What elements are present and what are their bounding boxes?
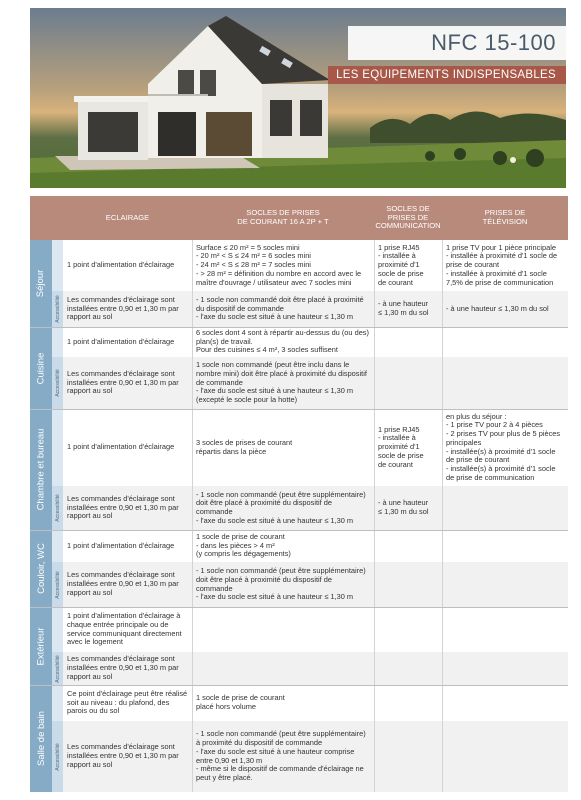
exterieur-access-communication (374, 652, 442, 685)
sdb-prises: 1 socle de prise de courant placé hors volume (192, 685, 374, 721)
section-main-marker (52, 607, 63, 652)
couloir-television (442, 530, 568, 562)
section-label-sejour: Séjour (30, 240, 52, 327)
couloir-access-eclairage: Les commandes d'éclairage sont installées entre 0,90 et 1,30 m par rapport au sol (63, 562, 192, 607)
chambre-access-communication: - à une hauteur ≤ 1,30 m du sol (374, 486, 442, 530)
header-corner-section (30, 196, 52, 240)
sdb-access-prises: - 1 socle non commandé (peut être supplémentaire) à proximité du dispositif de commande - l'axe du socle est situé à une hauteur comprise entre 0,90 et 1,30 m - même si le dispositif de commande d'éclairage ne peut y être placé. (192, 721, 374, 792)
column-divider (192, 240, 193, 792)
chambre-access-television (442, 486, 568, 530)
page-subtitle: LES EQUIPEMENTS INDISPENSABLES (336, 69, 556, 81)
couloir-communication (374, 530, 442, 562)
page-title: NFC 15-100 (431, 30, 556, 55)
column-divider (442, 240, 443, 792)
header-corner-sub (52, 196, 63, 240)
couloir-access-prises: - 1 socle non commandé (peut être supplémentaire) doit être placé à proximité du dispositif de commande - l'axe du socle est situé à une hauteur ≤ 1,30 m (192, 562, 374, 607)
sejour-access-communication: - à une hauteur ≤ 1,30 m du sol (374, 291, 442, 327)
accessibility-label: Accessibilité (52, 357, 63, 409)
exterieur-prises (192, 607, 374, 652)
sdb-communication (374, 685, 442, 721)
sdb-access-eclairage: Les commandes d'éclairage sont installées entre 0,90 et 1,30 m par rapport au sol (63, 721, 192, 792)
header-communication: SOCLES DE PRISES DE COMMUNICATION (374, 196, 442, 240)
section-main-marker (52, 327, 63, 357)
requirements-table (30, 196, 568, 792)
row-divider (30, 327, 568, 328)
exterieur-television (442, 607, 568, 652)
section-main-marker (52, 530, 63, 562)
chambre-access-eclairage: Les commandes d'éclairage sont installées entre 0,90 et 1,30 m par rapport au sol (63, 486, 192, 530)
cuisine-access-communication (374, 357, 442, 409)
cuisine-access-television (442, 357, 568, 409)
sejour-prises: Surface ≤ 20 m² = 5 socles mini - 20 m² < S ≤ 24 m² = 6 socles mini - 24 m² < S ≤ 28 m² = 7 socles mini - > 28 m² = définition du nombre en accord avec le maître d'ouvrage / utilisateur avec 7 socles mini (192, 240, 374, 291)
row-divider (30, 530, 568, 531)
exterieur-communication (374, 607, 442, 652)
sejour-access-eclairage: Les commandes d'éclairage sont installées entre 0,90 et 1,30 m par rapport au sol (63, 291, 192, 327)
chambre-eclairage: 1 point d'alimentation d'éclairage (63, 409, 192, 486)
chambre-television: en plus du séjour : - 1 prise TV pour 2 à 4 pièces - 2 prises TV pour plus de 5 pièces principales - installée(s) à proximité d'1 socle de prise de courant - installée(s) à proximité d'1 socle de prise de communication (442, 409, 568, 486)
exterieur-access-prises (192, 652, 374, 685)
sejour-eclairage: 1 point d'alimentation d'éclairage (63, 240, 192, 291)
exterieur-eclairage: 1 point d'alimentation d'éclairage à chaque entrée principale ou de service communiquant directement avec le logement (63, 607, 192, 652)
accessibility-label: Accessibilité (52, 486, 63, 530)
chambre-communication: 1 prise RJ45 - installée à proximité d'1 socle de prise de courant (374, 409, 442, 486)
sejour-communication: 1 prise RJ45 - installée à proximité d'1 socle de prise de courant (374, 240, 442, 291)
sejour-access-television: - à une hauteur ≤ 1,30 m du sol (442, 291, 568, 327)
section-label-cuisine: Cuisine (30, 327, 52, 409)
couloir-prises: 1 socle de prise de courant - dans les pièces > 4 m² (y compris les dégagements) (192, 530, 374, 562)
sdb-access-communication (374, 721, 442, 792)
exterieur-access-eclairage: Les commandes d'éclairage sont installées entre 0,90 et 1,30 m par rapport au sol (63, 652, 192, 685)
header-television: PRISES DE TÉLÉVISION (442, 196, 568, 240)
exterieur-access-television (442, 652, 568, 685)
section-label-salle-de-bain: Salle de bain (30, 685, 52, 792)
cuisine-television (442, 327, 568, 357)
sdb-eclairage: Ce point d'éclairage peut être réalisé soit au niveau : du plafond, des parois ou du sol (63, 685, 192, 721)
accessibility-label: Accessibilité (52, 562, 63, 607)
section-label-exterieur: Extérieur (30, 607, 52, 685)
couloir-access-communication (374, 562, 442, 607)
accessibility-label: Accessibilité (52, 291, 63, 327)
accessibility-label: Accessibilité (52, 652, 63, 685)
sejour-television: 1 prise TV pour 1 pièce principale - installée à proximité d'1 socle de prise de courant - installée à proximité d'1 socle 7,5% de prise de communication (442, 240, 568, 291)
cuisine-access-eclairage: Les commandes d'éclairage sont installées entre 0,90 et 1,30 m par rapport au sol (63, 357, 192, 409)
couloir-eclairage: 1 point d'alimentation d'éclairage (63, 530, 192, 562)
row-divider (30, 607, 568, 608)
row-divider (30, 409, 568, 410)
section-main-marker (52, 685, 63, 721)
section-main-marker (52, 240, 63, 291)
header-prises: SOCLES DE PRISES DE COURANT 16 A 2P + T (192, 196, 374, 240)
cuisine-access-prises: 1 socle non commandé (peut être inclu dans le nombre mini) doit être placé à proximité du dispositif de commande - l'axe du socle est situé à une hauteur ≤ 1,30 m (excepté le socle pour la hotte) (192, 357, 374, 409)
sejour-access-prises: - 1 socle non commandé doit être placé à proximité du dispositif de commande - l'axe du socle est situé à une hauteur ≤ 1,30 m (192, 291, 374, 327)
section-main-marker (52, 409, 63, 486)
section-label-chambre: Chambre et bureau (30, 409, 52, 530)
column-divider (374, 240, 375, 792)
sdb-television (442, 685, 568, 721)
accessibility-label: Accessibilité (52, 721, 63, 792)
section-label-couloir: Couloir, WC (30, 530, 52, 607)
chambre-access-prises: - 1 socle non commandé (peut être supplémentaire) doit être placé à proximité du dispositif de commande - l'axe du socle est situé à une hauteur ≤ 1,30 m (192, 486, 374, 530)
row-divider (30, 685, 568, 686)
sdb-access-television (442, 721, 568, 792)
header-eclairage: ECLAIRAGE (63, 196, 192, 240)
cuisine-communication (374, 327, 442, 357)
cuisine-eclairage: 1 point d'alimentation d'éclairage (63, 327, 192, 357)
house-photo (30, 8, 566, 188)
cuisine-prises: 6 socles dont 4 sont à répartir au-dessus du (ou des) plan(s) de travail. Pour des cuisines ≤ 4 m², 3 socles suffisent (192, 327, 374, 357)
couloir-access-television (442, 562, 568, 607)
chambre-prises: 3 socles de prises de courant répartis dans la pièce (192, 409, 374, 486)
